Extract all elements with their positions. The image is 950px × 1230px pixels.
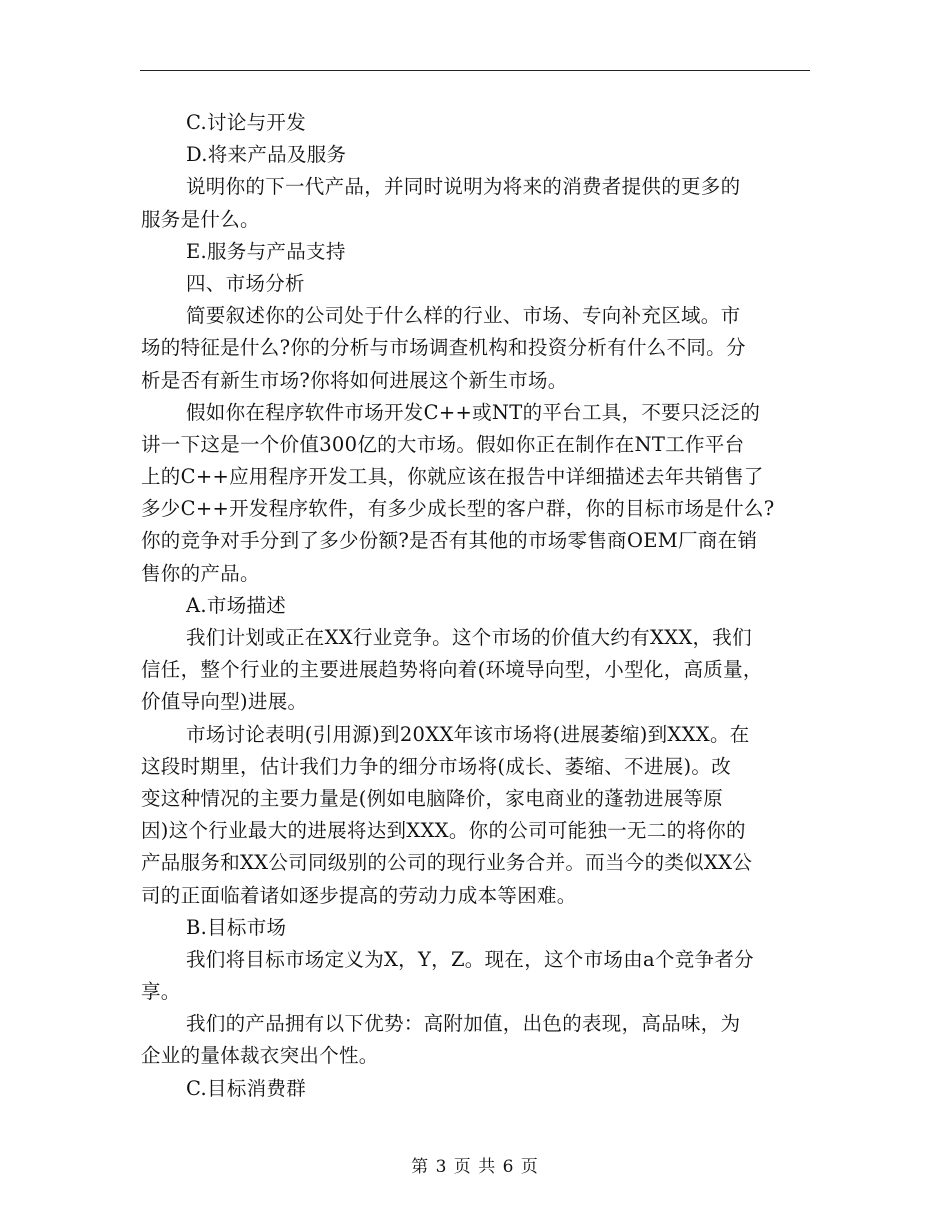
paragraph-line: 市场讨论表明(引用源)到20XX年该市场将(进展萎缩)到XXX。在: [186, 722, 750, 746]
paragraph-line: 我们计划或正在XX行业竞争。这个市场的价值大约有XXX，我们: [186, 626, 752, 649]
paragraph-line: 讲一下这是一个价值300亿的大市场。假如你正在制作在NT工作平台: [141, 432, 745, 456]
paragraph-line: 简要叙述你的公司处于什么样的行业、市场、专向补充区域。市: [186, 304, 741, 328]
paragraph-line: 服务是什么。: [141, 207, 260, 231]
paragraph-line: 因)这个行业最大的进展将达到XXX。你的公司可能独一无二的将你的: [141, 819, 746, 843]
heading-c: C.讨论与开发: [186, 111, 307, 134]
heading-e: E.服务与产品支持: [186, 239, 346, 263]
paragraph-line: 我们的产品拥有以下优势：高附加值，出色的表现，高品味，为: [186, 1012, 741, 1036]
paragraph-line: 变这种情况的主要力量是(例如电脑降价，家电商业的蓬勃进展等原: [141, 786, 724, 810]
paragraph-line: 你的竞争对手分到了多少份额?是否有其他的市场零售商OEM厂商在销: [141, 529, 758, 553]
paragraph-line: 信任，整个行业的主要进展趋势将向着(环境导向型，小型化，高质量，: [141, 658, 763, 682]
paragraph-line: 企业的量体裁衣突出个性。: [141, 1044, 379, 1068]
paragraph-line: 说明你的下一代产品，并同时说明为将来的消费者提供的更多的: [186, 175, 741, 199]
paragraph-line: 产品服务和XX公司同级别的公司的现行业务合并。而当今的类似XX公: [141, 851, 753, 875]
paragraph-line: 我们将目标市场定义为X，Y，Z。现在，这个市场由a个竞争者分: [186, 947, 754, 971]
section-heading: 四、市场分析: [186, 271, 305, 295]
heading-d: D.将来产品及服务: [186, 143, 347, 167]
header-rule: [140, 70, 810, 71]
paragraph-line: 多少C++开发程序软件，有多少成长型的客户群，你的目标市场是什么?: [141, 497, 775, 521]
paragraph-line: 价值导向型)进展。: [141, 690, 308, 714]
heading-c-target: C.目标消费群: [186, 1076, 307, 1100]
paragraph-line: 上的C++应用程序开发工具，你就应该在报告中详细描述去年共销售了: [141, 465, 764, 489]
paragraph-line: 司的正面临着诸如逐步提高的劳动力成本等困难。: [141, 883, 577, 907]
heading-a: A.市场描述: [186, 593, 287, 617]
document-body: [141, 107, 813, 1105]
paragraph-line: 享。: [141, 980, 181, 1004]
paragraph-line: 假如你在程序软件市场开发C++或NT的平台工具，不要只泛泛的: [186, 400, 761, 424]
heading-b: B.目标市场: [186, 915, 287, 939]
paragraph-line: 场的特征是什么?你的分析与市场调查机构和投资分析有什么不同。分: [141, 336, 746, 360]
paragraph-line: 这段时期里，估计我们力争的细分市场将(成长、萎缩、不进展)。改: [141, 754, 732, 778]
paragraph-line: 售你的产品。: [141, 561, 260, 585]
paragraph-line: 析是否有新生市场?你将如何进展这个新生市场。: [141, 368, 568, 392]
page-number-footer: 第 3 页 共 6 页: [411, 1157, 539, 1177]
